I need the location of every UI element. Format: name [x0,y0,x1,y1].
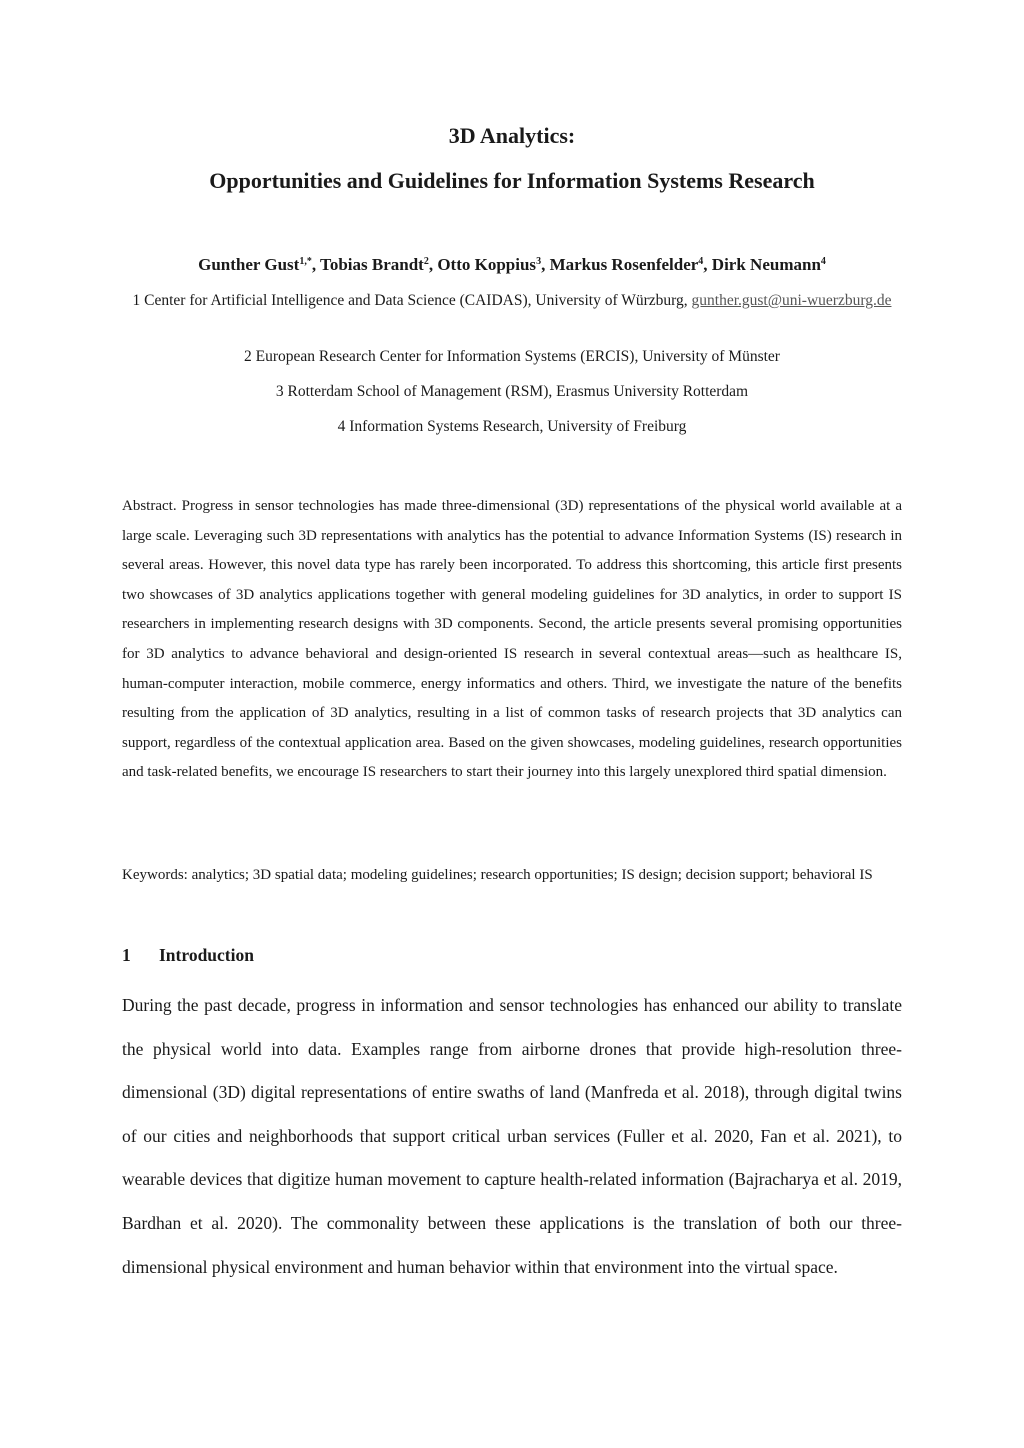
author-affiliation-mark: 2 [423,256,429,267]
author-name: Tobias Brandt [320,255,424,274]
affiliation-4: 4 Information Systems Research, University of Freiburg [337,418,687,435]
author-email-link[interactable]: gunther.gust@uni-wuerzburg.de [691,292,892,309]
affiliation-1-text: 1 Center for Artificial Intelligence and Data Science (CAIDAS), University of Würzburg, [132,292,692,309]
author-name: Markus Rosenfelder [549,255,699,274]
paper-title-line-2: Opportunities and Guidelines for Information Systems Research [209,168,815,193]
author-affiliation-mark: 3 [536,256,542,267]
abstract-paragraph: Abstract. Progress in sensor technologies has made three-dimensional (3D) representations of the physical world available at a large scale. Leveraging such 3D representations with analytics has the potential to advance Information Systems (IS) research in several areas. However, this novel data type has rarely been incorporated. To address this shortcoming, this article first presents two showcases of 3D analytics applications together with general modeling guidelines for 3D analytics, in order to support IS researchers in implementing research designs with 3D components. Second, the article presents several promising opportunities for 3D analytics to advance behavioral and design-oriented IS research in several contextual areas—such as healthcare IS, human-computer interaction, mobile commerce, energy informatics and others. Third, we investigate the nature of the benefits resulting from the application of 3D analytics, resulting in a list of common tasks of research projects that 3D analytics can support, regardless of the contextual application area. Based on the given showcases, modeling guidelines, research opportunities and task-related benefits, we encourage IS researchers to start their journey into this largely unexplored third spatial dimension. [122,498,902,781]
introduction-paragraph: During the past decade, progress in information and sensor technologies has enhanced our ability to translate the physical world into data. Examples range from airborne drones that provide high-resolution three-dimensional (3D) digital representations of entire swaths of land (Manfreda et al. 2018), through digital twins of our cities and neighborhoods that support critical urban services (Fuller et al. 2020, Fan et al. 2021), to wearable devices that digitize human movement to capture health-related information (Bajracharya et al. 2019, Bardhan et al. 2020). The commonality between these applications is the translation of both our three-dimensional physical environment and human behavior within that environment into the virtual space. [122,995,902,1277]
author-name: Dirk Neumann [711,255,821,274]
author-list: Gunther Gust$^{1,*}$, Tobias Brandt$^2$, Otto Koppius$^3$, Markus Rosenfelder$^4$, Dirk Neumann$^4$ [198,255,826,274]
section-number: 1 [122,945,131,965]
keywords-paragraph: Keywords: analytics; 3D spatial data; modeling guidelines; research opportunities; IS design; decision support; behavioral IS [122,867,873,883]
section-title: Introduction [159,945,254,965]
author-affiliation-mark: 4 [698,256,704,267]
affiliation-1 [120,290,904,312]
author-affiliation-mark: 4 [820,256,826,267]
affiliation-3: 3 Rotterdam School of Management (RSM), Erasmus University Rotterdam [275,383,749,400]
author-affiliation-mark: 1,* [299,256,312,267]
paper-title-line-1: 3D Analytics: [448,123,576,148]
affiliation-2: 2 European Research Center for Information Systems (ERCIS), University of Münster [244,348,780,365]
section-heading-introduction [122,942,254,968]
author-name: Otto Koppius [437,255,537,274]
author-name: Gunther Gust [198,255,300,274]
